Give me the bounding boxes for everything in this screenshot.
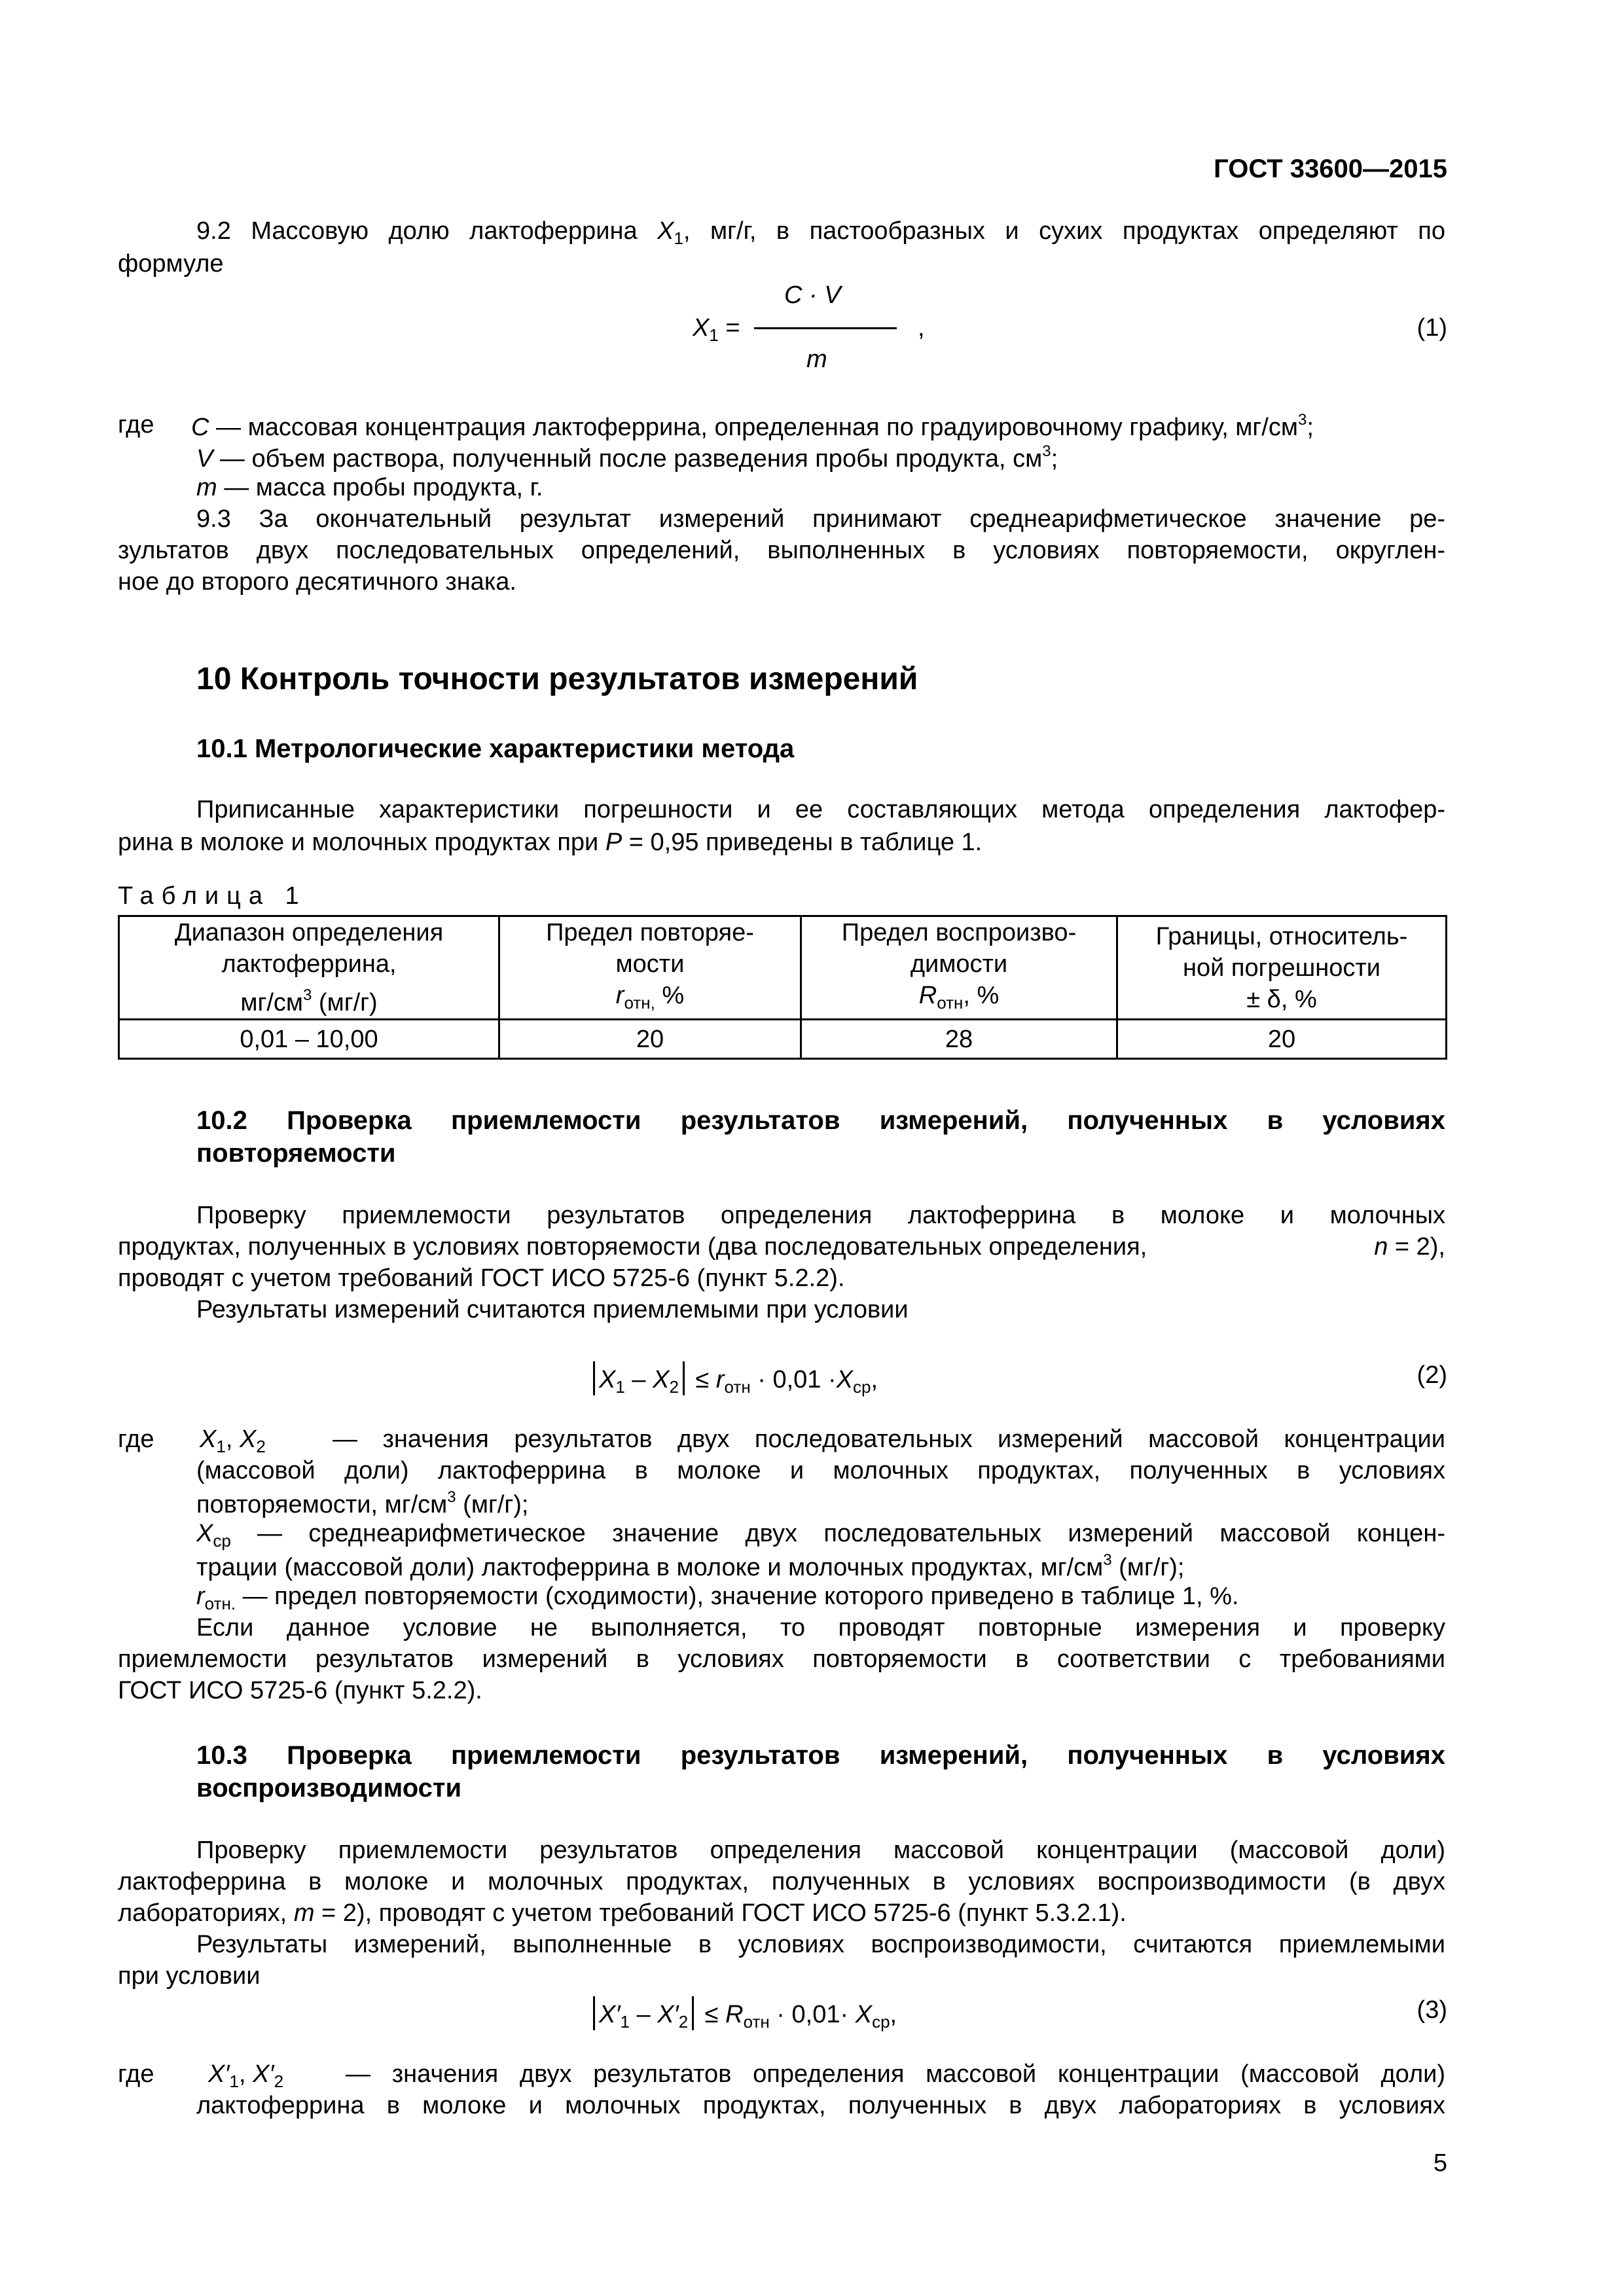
page-number: 5 <box>1433 2149 1447 2177</box>
formula1-numerator: C · V <box>784 281 841 309</box>
where2-line5: трации (массовой доли) лактоферрина в молоке и молочных продуктах, $мг/см^3$ (мг/г); <box>196 1551 1185 1581</box>
section-10-2-title-line2: повторяемости <box>196 1139 396 1168</box>
table1-header-reproducibility: Предел воспроизво- димости $R_{отн}$, % <box>801 916 1117 1020</box>
abs-bar-left <box>593 1361 595 1395</box>
table1-cell-delta: 20 <box>1117 1020 1447 1059</box>
s93-line3: ное до второго десятичного знака. <box>118 568 516 596</box>
s103-p1-line1: Проверку приемлемости результатов определения массовой концентрации (массовой доли) <box>196 1837 1445 1864</box>
formula3-number: (3) <box>1416 1996 1447 2024</box>
where2-xcp-line: $X_{ср}$ — среднеарифметическое значение двух последовательных измерений массовой концен- <box>196 1520 1445 1551</box>
table1-cell-r: 20 <box>499 1020 801 1059</box>
section-10-3-title-line2: воспроизводимости <box>196 1774 462 1803</box>
where3-line2: лактоферрина в молоке и молочных продуктах, полученных в двух лабораториях в условиях <box>196 2092 1445 2119</box>
s92-line2: формуле <box>118 250 224 278</box>
abs-bar-left <box>593 1996 595 2030</box>
s103-p2-line1: Результаты измерений, выполненные в условиях воспроизводимости, считаются приемлемыми <box>196 1931 1445 1958</box>
table1-cell-range: 0,01 – 10,00 <box>119 1020 499 1059</box>
doc-id: ГОСТ 33600—2015 <box>1214 154 1447 183</box>
abs-bar-right <box>692 1996 694 2030</box>
table1-caption: Таблица 1 <box>118 882 307 910</box>
where2-r-line: $r_{отн.}$ — предел повторяемости (сходимости), значение которого приведено в таблице 1, %. <box>196 1583 1239 1613</box>
s103-p2-line2: при условии <box>118 1962 261 1990</box>
s102-p2: Результаты измерений считаются приемлемыми при условии <box>196 1296 909 1323</box>
s103-p1-line2: лактоферрина в молоке и молочных продуктах, полученных в условиях воспроизводимости (в двух <box>118 1868 1445 1895</box>
where2-gde: где <box>118 1426 154 1453</box>
where3-x-line: $X'_1$, $X'_2$ — значения двух результатов определения массовой концентрации (массовой доли) <box>208 2060 1445 2091</box>
s102-p1-line3: проводят с учетом требований ГОСТ ИСО 5725-6 (пункт 5.2.2). <box>118 1265 845 1292</box>
s102-p1-line1: Проверку приемлемости результатов определения лактоферрина в молоке и молочных <box>196 1202 1445 1229</box>
table1 <box>118 915 1447 1060</box>
s102-p1-line2: продуктах, полученных в условиях повторяемости (два последовательных определения, n = 2), <box>118 1233 1445 1261</box>
s101-line1: Приписанные характеристики погрешности и ее составляющих метода определения лактофер- <box>196 796 1445 823</box>
where2-line2: (массовой доли) лактоферрина в молоке и молочных продуктах, полученных в условиях <box>196 1457 1445 1484</box>
s93-line1: 9.3 За окончательный результат измерений принимают среднеарифметическое значение ре- <box>196 505 1445 533</box>
where2-line3: повторяемости, $мг/см^3$ (мг/г); <box>196 1488 529 1518</box>
formula1-comma: , <box>918 314 925 342</box>
formula1-lhs: $X_1$ = <box>693 314 740 345</box>
table1-header-range: Диапазон определения лактоферрина, $мг/см^3$ (мг/г) <box>119 916 499 1020</box>
where1-v: V — объем раствора, полученный после разведения пробы продукта, $см^3$; <box>196 442 1058 473</box>
formula3: $X'_1 - X'_2 \le R_{отн} \cdot 0,01\cdot X_{ср}$, <box>589 1996 897 2032</box>
abs-bar-right <box>683 1361 685 1395</box>
formula2: $X_1 - X_2 \le r_{отн} \cdot 0,01 \cdot X_{ср}$, <box>589 1361 878 1397</box>
s93-line2: зультатов двух последовательных определений, выполненных в условиях повторяемости, округлен- <box>118 537 1445 564</box>
s102b-line2: приемлемости результатов измерений в условиях повторяемости в соответствии с требованиями <box>118 1645 1445 1673</box>
section-10-2-title-line1: 10.2 Проверка приемлемости результатов измерений, полученных в условиях <box>196 1106 1445 1135</box>
s101-line2: рина в молоке и молочных продуктах при P = 0,95 приведены в таблице 1. <box>118 829 983 856</box>
s102b-line1: Если данное условие не выполняется, то проводят повторные измерения и проверку <box>196 1614 1445 1641</box>
formula1-denominator: m <box>806 346 827 373</box>
table1-header-error: Границы, относитель- ной погрешности ± δ, % <box>1117 916 1447 1020</box>
section-10-1-title: 10.1 Метрологические характеристики метода <box>196 734 795 763</box>
where3-gde: где <box>118 2060 154 2088</box>
where1-gde: где <box>118 411 154 439</box>
table-row <box>119 1020 1447 1059</box>
where1-m: m — масса пробы продукта, г. <box>196 474 543 501</box>
formula2-number: (2) <box>1416 1361 1447 1389</box>
table1-header-row <box>119 916 1447 1020</box>
where1-c: C — массовая концентрация лактоферрина, определенная по градуировочному графику, $мг/см^3$; <box>191 411 1314 441</box>
section-10-3-title-line1: 10.3 Проверка приемлемости результатов измерений, полученных в условиях <box>196 1741 1445 1770</box>
s92-line1: 9.2 Массовую долю лактоферрина $X_1$, мг/г, в пастообразных и сухих продуктах определяют по <box>196 217 1445 248</box>
formula1-number: (1) <box>1416 314 1447 342</box>
formula1-fraction-bar <box>754 327 897 329</box>
section-10-title: 10 Контроль точности результатов измерений <box>196 662 918 696</box>
table1-header-repeatability: Предел повторяе- мости $r_{отн,}$ % <box>499 916 801 1020</box>
where2-x1x2-line: $X_1$, $X_2$ — значения результатов двух последовательных измерений массовой концентрации <box>200 1426 1445 1456</box>
s102b-line3: ГОСТ ИСО 5725-6 (пункт 5.2.2). <box>118 1677 482 1704</box>
table1-cell-R: 28 <box>801 1020 1117 1059</box>
s103-p1-line3: лабораториях, m = 2), проводят с учетом требований ГОСТ ИСО 5725-6 (пункт 5.3.2.1). <box>118 1899 1127 1927</box>
